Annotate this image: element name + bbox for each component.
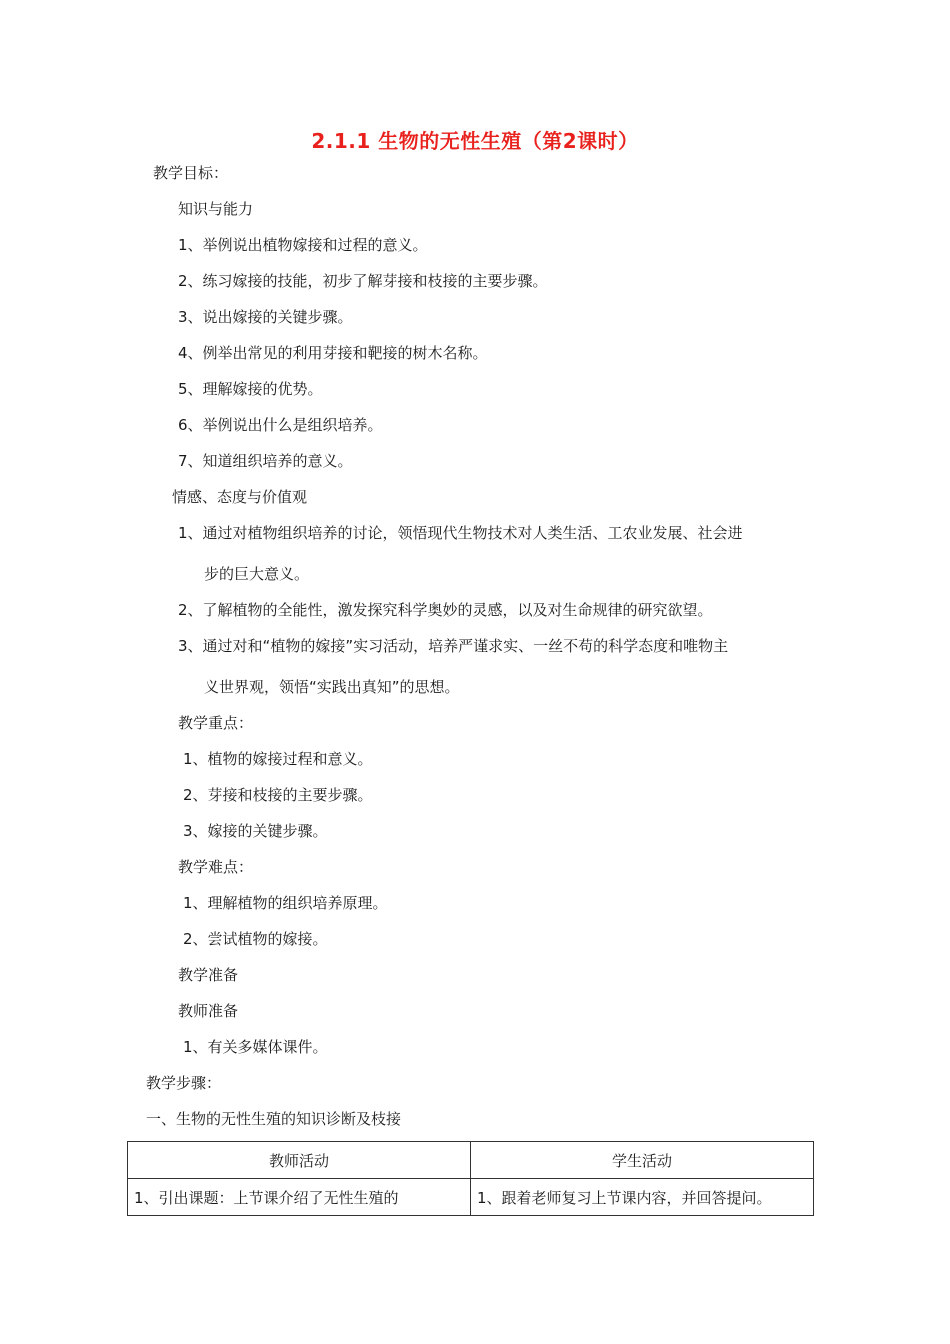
table-cell: 1、跟着老师复习上节课内容，并回答提问。 (471, 1179, 814, 1216)
section-heading: 一、生物的无性生殖的知识诊断及枝接 (146, 1110, 402, 1128)
attitude-item-line: 1、通过对植物组织培养的讨论，领悟现代生物技术对人类生活、工农业发展、社会进 (178, 524, 743, 542)
column-header-teacher: 教师活动 (128, 1142, 471, 1179)
attitude-heading: 情感、态度与价值观 (172, 488, 308, 506)
preparation-item: 1、有关多媒体课件。 (183, 1038, 328, 1056)
key-point-item: 1、植物的嫁接过程和意义。 (183, 750, 373, 768)
attitude-item-line: 2、了解植物的全能性，激发探究科学奥妙的灵感，以及对生命规律的研究欲望。 (178, 601, 713, 619)
table-cell: 1、引出课题：上节课介绍了无性生殖的 (128, 1179, 471, 1216)
attitude-item-line: 步的巨大意义。 (204, 565, 310, 583)
knowledge-heading: 知识与能力 (178, 200, 254, 218)
knowledge-item: 5、理解嫁接的优势。 (178, 380, 323, 398)
key-point-item: 2、芽接和枝接的主要步骤。 (183, 786, 373, 804)
table-header-row (128, 1142, 814, 1179)
attitude-item-line: 义世界观，领悟“实践出真知”的思想。 (204, 678, 460, 696)
column-header-student: 学生活动 (471, 1142, 814, 1179)
table-row (128, 1179, 814, 1216)
knowledge-item: 2、练习嫁接的技能，初步了解芽接和枝接的主要步骤。 (178, 272, 548, 290)
knowledge-item: 4、例举出常见的利用芽接和靶接的树木名称。 (178, 344, 488, 362)
objectives-heading: 教学目标： (153, 164, 229, 182)
difficulty-item: 1、理解植物的组织培养原理。 (183, 894, 388, 912)
difficulties-heading: 教学难点： (178, 858, 254, 876)
attitude-item-line: 3、通过对和“植物的嫁接”实习活动，培养严谨求实、一丝不苟的科学态度和唯物主 (178, 637, 729, 655)
key-points-heading: 教学重点： (178, 714, 254, 732)
teacher-preparation-heading: 教师准备 (178, 1002, 239, 1020)
knowledge-item: 6、举例说出什么是组织培养。 (178, 416, 383, 434)
difficulty-item: 2、尝试植物的嫁接。 (183, 930, 328, 948)
steps-table (127, 1141, 814, 1216)
key-point-item: 3、嫁接的关键步骤。 (183, 822, 328, 840)
knowledge-item: 3、说出嫁接的关键步骤。 (178, 308, 353, 326)
document-title: 2.1.1 生物的无性生殖（第2课时） (311, 129, 639, 153)
steps-heading: 教学步骤： (146, 1074, 222, 1092)
knowledge-item: 7、知道组织培养的意义。 (178, 452, 353, 470)
preparation-heading: 教学准备 (178, 966, 239, 984)
knowledge-item: 1、举例说出植物嫁接和过程的意义。 (178, 236, 428, 254)
